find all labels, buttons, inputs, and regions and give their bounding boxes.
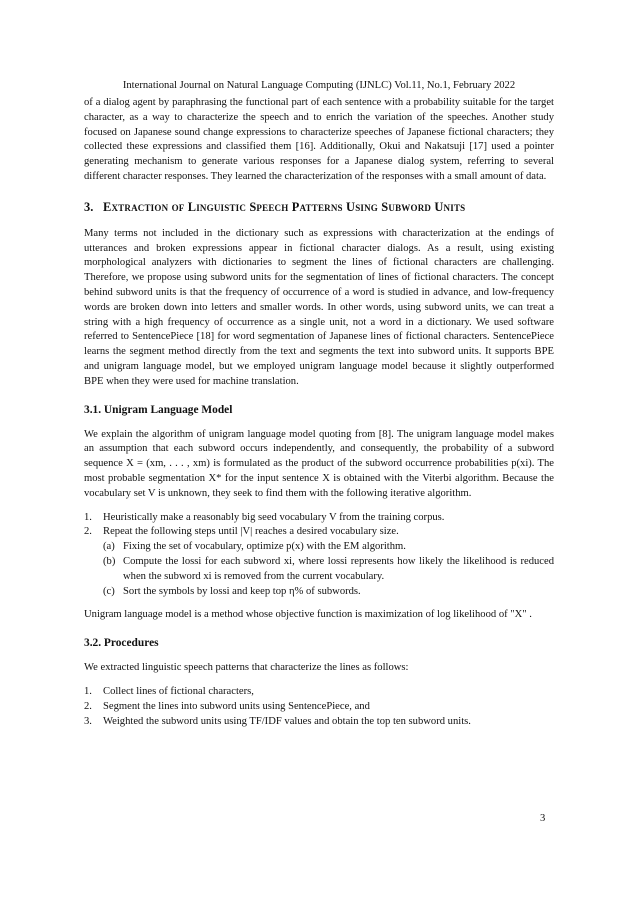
procedure-step: 1. Collect lines of fictional characters,: [84, 685, 254, 697]
algorithm-step: 1. Heuristically make a reasonably big seed vocabulary V from the training corpus.: [84, 511, 445, 523]
section-3-paragraph: Many terms not included in the dictionary such as expressions with characterization at the endings of utterances and broken expressions appear in fictional character dialogs. As a result, using existing morphological analyzers with dictionaries to segment the lines of fictional characters are challenging. Therefore, we propose using subword units for the segmentation of lines of fictional characters. The concept behind subword units is that the frequency of occurrence of a word is studied in advance, and low-frequency words are broken down into letters and smaller words. In other words, using subword units, we can treat a string with a high frequency of occurrence as a single unit, not a word in a dictionary. We used software referred to SentencePiece [18] for word segmentation of Japanese lines of fictional characters. SentencePiece learns the segment method directly from the text and segments the text into subword units. It supports BPE and unigram language model, but we employed unigram language model because it slightly outperformed BPE when they were used for machine translation.: [84, 227, 554, 387]
section-3-heading: [84, 199, 554, 215]
section-3-1-paragraph: We explain the algorithm of unigram language model quoting from [8]. The unigram language model makes an assumption that each subword occurs independently, and consequently, the probability of a subword sequence X = (xm, . . . , xm) is formulated as the product of the subword occurrence probabilities p(xi). The most probable segmentation X* for the input sentence X is obtained with the Viterbi algorithm. Because the vocabulary set V is unknown, they seek to find them with the following iterative algorithm.: [84, 428, 554, 499]
section-3-2-paragraph: We extracted linguistic speech patterns that characterize the lines as follows:: [84, 662, 409, 674]
algorithm-step: 2. Repeat the following steps until |V| reaches a desired vocabulary size.: [84, 526, 399, 538]
intro-paragraph: of a dialog agent by paraphrasing the functional part of each sentence with a probability suitable for the target character, as a way to characterize the speech and to enrich the variation of the speeches. Another study focused on Japanese sound change expressions to characterize speeches of Japanese fictional characters; they collected these expressions and classified them [16]. Additionally, Okui and Nakatsuji [17] used a pointer generating mechanism to generate various responses for a Japanese dialog system, referring to several different character responses. They learned the characterization of the responses with a small amount of data.: [84, 97, 554, 182]
section-3-1-heading: 3.1. Unigram Language Model: [84, 403, 233, 416]
algorithm-substep-c: (c) Sort the symbols by lossi and keep top η% of subwords.: [103, 585, 361, 597]
section-3-number: 3.: [84, 199, 94, 214]
section-3-title: Extraction of Linguistic Speech Patterns Using Subword Units: [103, 199, 466, 214]
procedure-step: 3. Weighted the subword units using TF/IDF values and obtain the top ten subword units.: [84, 715, 471, 727]
algorithm-substep-b: (b) Compute the lossi for each subword xi, where lossi represents how likely the likelihood is reduced when the subword xi is removed from the current vocabulary.: [103, 555, 554, 582]
page-number: 3: [540, 813, 546, 824]
procedure-step: 2. Segment the lines into subword units using SentencePiece, and: [84, 700, 370, 712]
algorithm-substep-a: (a) Fixing the set of vocabulary, optimize p(x) with the EM algorithm.: [103, 541, 406, 553]
procedure-steps: [84, 685, 554, 729]
algorithm-steps: [84, 511, 554, 541]
section-3-1-closing: Unigram language model is a method whose objective function is maximization of log likelihood of "X" .: [84, 609, 532, 621]
section-3-2-heading: 3.2. Procedures: [84, 637, 159, 650]
page-content: [84, 96, 554, 729]
running-header: International Journal on Natural Language Computing (IJNLC) Vol.11, No.1, February 2022: [122, 80, 516, 91]
